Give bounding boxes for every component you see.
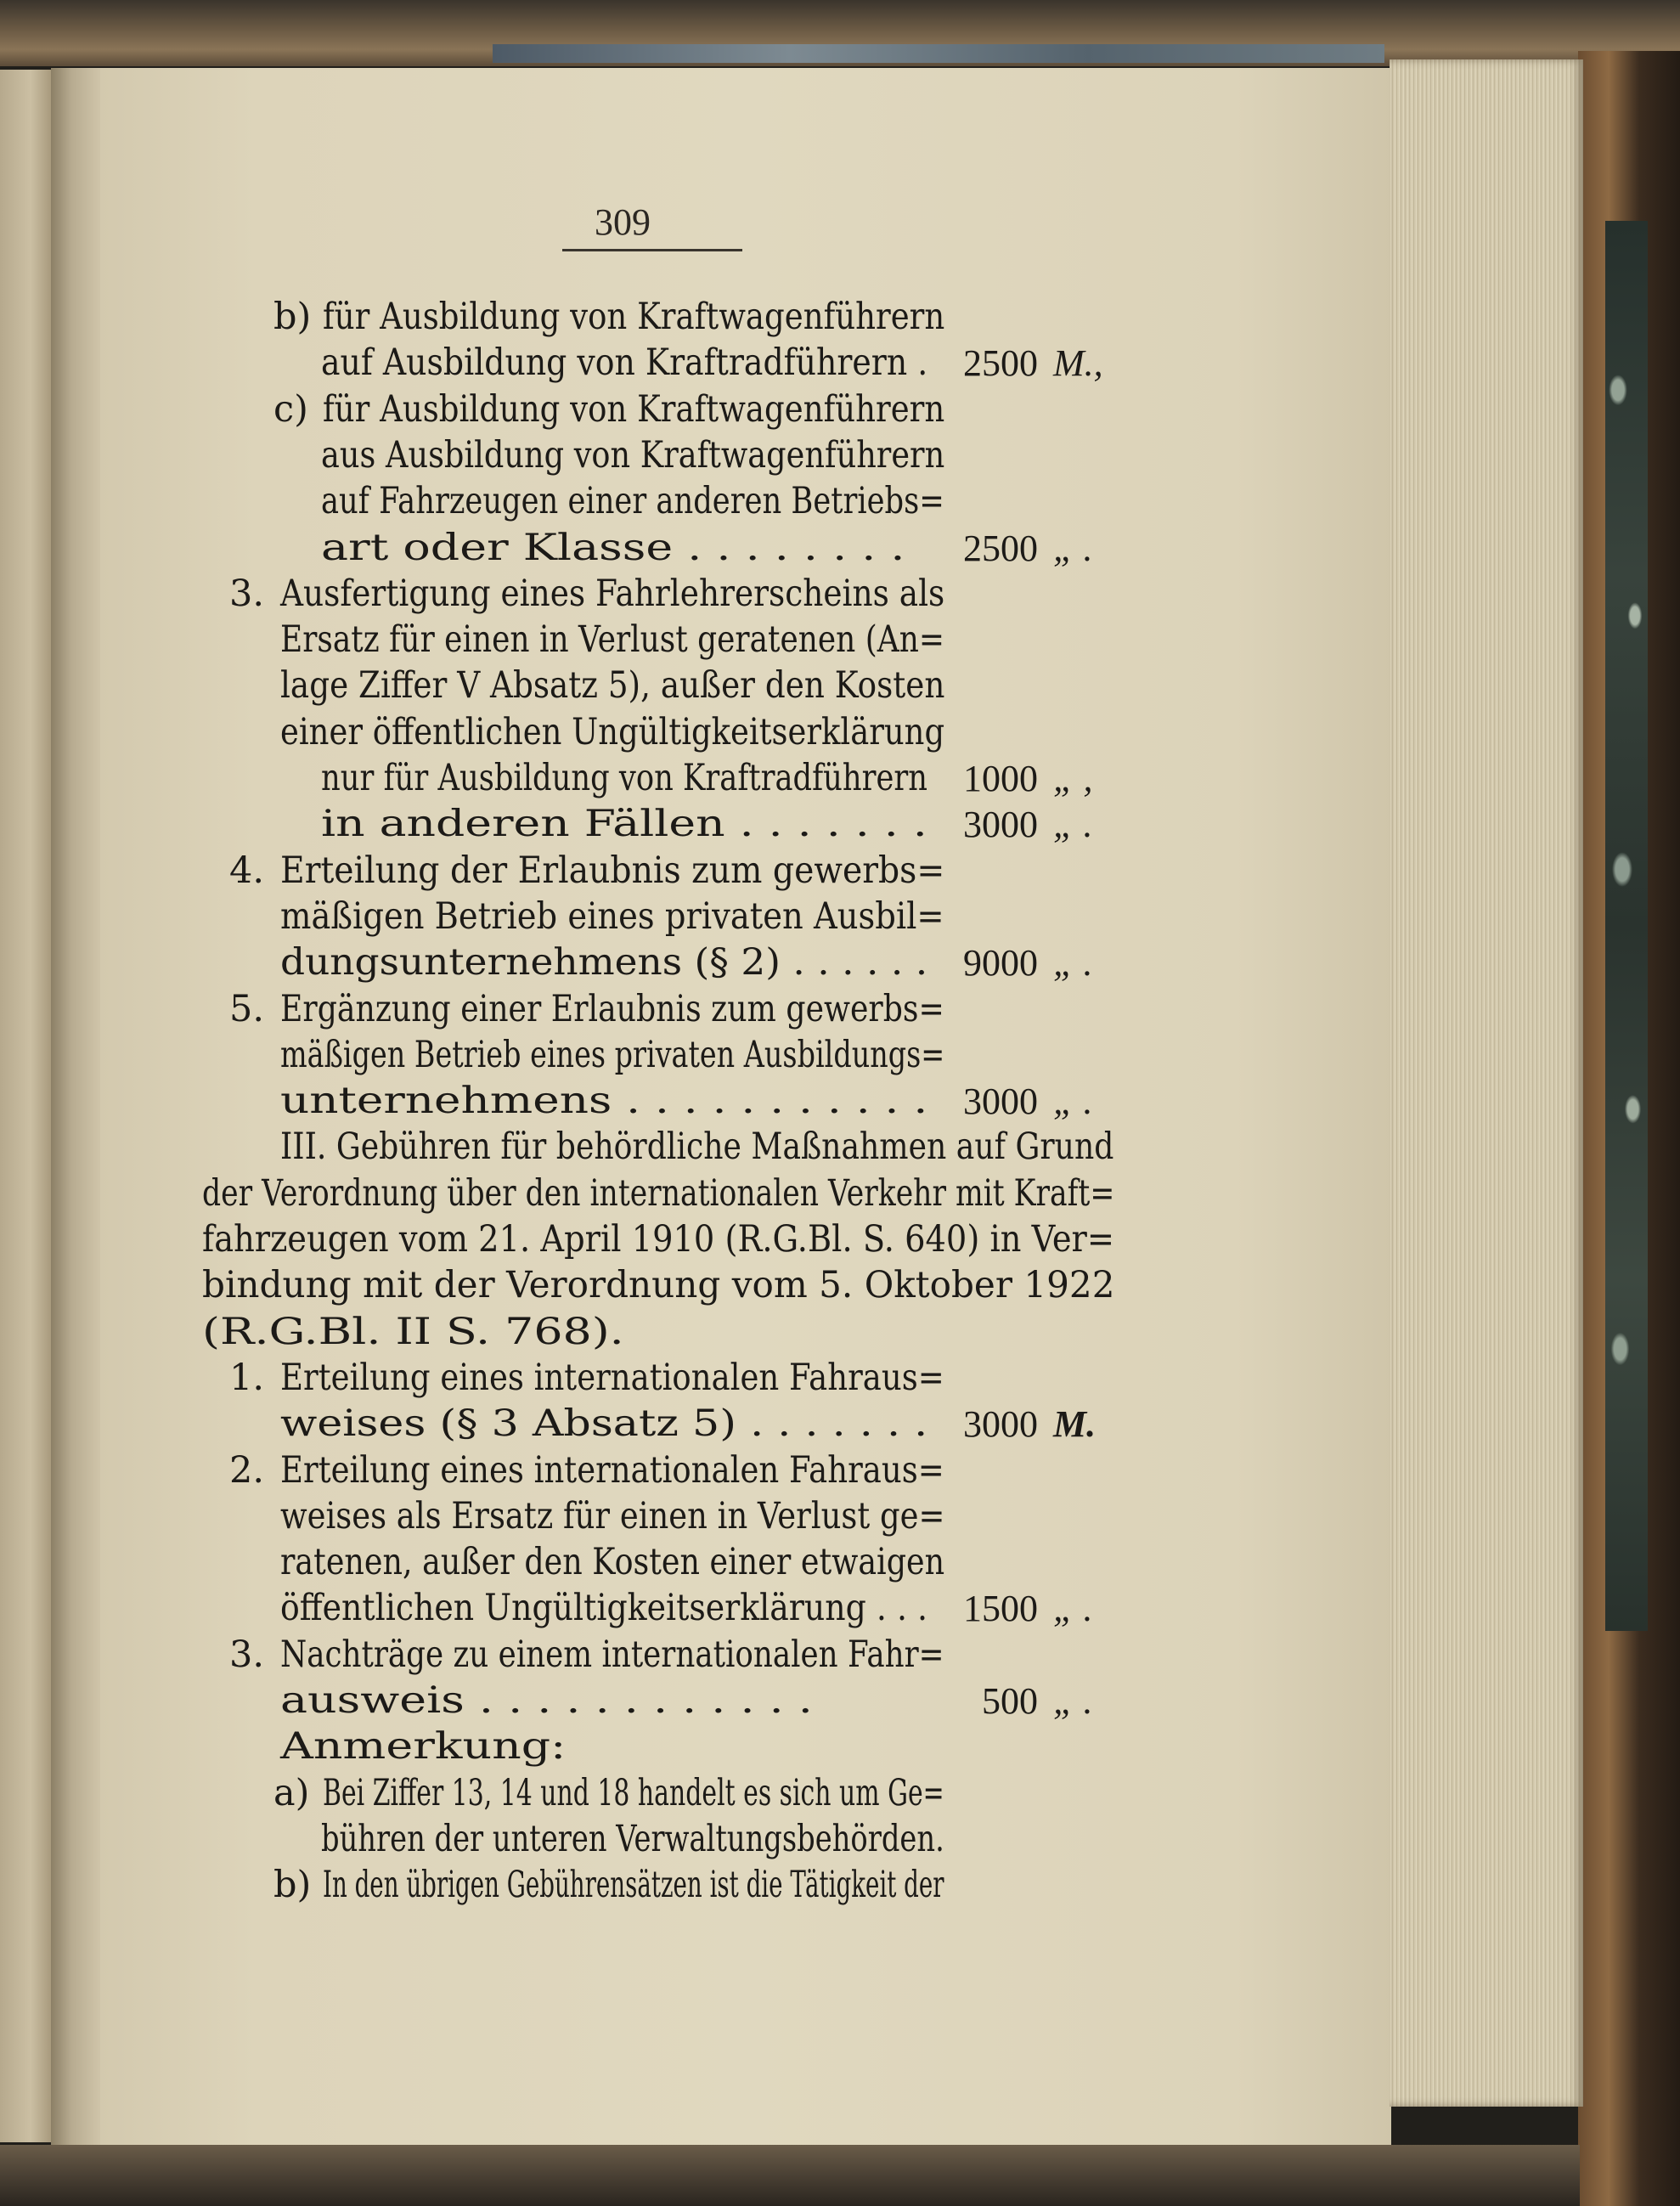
fee-amount: 3000 xyxy=(963,1403,1038,1446)
text-line: auf Ausbildung von Kraftradführern . xyxy=(321,341,928,385)
text-line: weises als Ersatz für einen in Verlust ge= xyxy=(280,1494,945,1537)
fee-unit: M. xyxy=(1053,1403,1097,1446)
fee-amount: 2500 xyxy=(963,342,1038,385)
text-line: weises (§ 3 Absatz 5) . . . . . . . xyxy=(280,1402,928,1446)
text-line: mäßigen Betrieb eines privaten Ausbil= xyxy=(280,894,944,938)
fee-amount: 1500 xyxy=(963,1588,1038,1630)
item-marker: a) xyxy=(273,1771,310,1814)
text-line: für Ausbildung von Kraftwagenführern xyxy=(323,296,945,338)
fee-unit: „ . xyxy=(1053,1680,1093,1722)
text-line: öffentlichen Ungültigkeitserklärung . . . xyxy=(280,1587,928,1630)
fee-unit: „ . xyxy=(1053,527,1093,569)
text-line: Erteilung eines internationalen Fahraus= xyxy=(280,1356,944,1399)
text-line: Ausfertigung eines Fahrlehrerscheins als xyxy=(280,572,945,615)
text-line: in anderen Fällen . . . . . . . xyxy=(321,803,927,846)
book-gutter xyxy=(51,68,102,2149)
text-line: für Ausbildung von Kraftwagenführern xyxy=(323,387,945,431)
text-line: einer öffentlichen Ungültigkeitserklärung xyxy=(280,710,945,753)
fee-unit: M., xyxy=(1053,342,1103,385)
item-marker: b) xyxy=(273,296,312,338)
facing-page-edge xyxy=(0,70,51,2142)
text-line: der Verordnung über den internationalen Verkehr mit Kraft= xyxy=(202,1171,1115,1215)
item-marker: 3. xyxy=(229,1633,265,1676)
text-line: Erteilung der Erlaubnis zum gewerbs= xyxy=(280,849,945,892)
fee-unit: „ , xyxy=(1053,758,1093,799)
item-marker: 5. xyxy=(229,987,265,1030)
text-line: III. Gebühren für behördliche Maßnahmen auf Grund xyxy=(280,1126,1114,1169)
page-number-rule xyxy=(562,249,742,251)
text-line: auf Fahrzeugen einer anderen Betriebs= xyxy=(321,480,944,523)
book-cover-headband xyxy=(493,44,1384,63)
text-line: Erteilung eines internationalen Fahraus= xyxy=(280,1448,944,1492)
text-line: Anmerkung: xyxy=(280,1725,567,1769)
text-line: fahrzeugen vom 21. April 1910 (R.G.Bl. S. 640) in Ver= xyxy=(202,1218,1115,1261)
text-line: (R.G.Bl. II S. 768). xyxy=(202,1310,624,1353)
page-bottom-shadow xyxy=(0,2145,1580,2206)
fee-amount: 9000 xyxy=(963,942,1038,985)
text-line: dungsunternehmens (§ 2) . . . . . . xyxy=(280,941,928,985)
item-marker: 4. xyxy=(229,849,265,892)
text-line: Ergänzung einer Erlaubnis zum gewerbs= xyxy=(280,987,944,1030)
text-line: bühren der unteren Verwaltungsbehörden. xyxy=(321,1817,944,1860)
item-marker: b) xyxy=(273,1864,312,1907)
text-line: ratenen, außer den Kosten einer etwaigen xyxy=(280,1541,945,1584)
text-line: lage Ziffer V Absatz 5), außer den Kosten xyxy=(280,664,945,708)
fee-amount: 500 xyxy=(982,1680,1038,1722)
page-stack-edges xyxy=(1390,59,1583,2107)
item-marker: 1. xyxy=(229,1356,265,1399)
text-line: unternehmens . . . . . . . . . . . xyxy=(280,1080,928,1123)
text-line: Bei Ziffer 13, 14 und 18 handelt es sich um Ge= xyxy=(323,1771,944,1814)
item-marker: 3. xyxy=(229,572,265,615)
text-line: Nachträge zu einem internationalen Fahr= xyxy=(280,1633,944,1676)
fee-unit: „ . xyxy=(1053,942,1093,985)
fee-unit: „ . xyxy=(1053,804,1093,846)
text-line: bindung mit der Verordnung vom 5. Oktober 1922 xyxy=(202,1264,1115,1307)
text-line: nur für Ausbildung von Kraftradführern xyxy=(321,757,928,799)
fee-amount: 3000 xyxy=(963,1080,1038,1123)
text-line: mäßigen Betrieb eines privaten Ausbildungs= xyxy=(280,1033,945,1076)
text-line: art oder Klasse . . . . . . . . xyxy=(321,526,905,569)
page-number: 309 xyxy=(595,201,651,243)
item-marker: 2. xyxy=(229,1448,265,1492)
text-line: Ersatz für einen in Verlust geratenen (An= xyxy=(280,618,945,662)
text-line: In den übrigen Gebührensätzen ist die Tätigkeit der xyxy=(323,1864,944,1907)
text-line: aus Ausbildung von Kraftwagenführern xyxy=(321,433,945,477)
fee-amount: 3000 xyxy=(963,804,1038,846)
marbled-edge xyxy=(1605,221,1648,1631)
fee-amount: 2500 xyxy=(963,527,1038,569)
text-line: ausweis . . . . . . . . . . . . xyxy=(280,1679,813,1722)
fee-unit: „ . xyxy=(1053,1080,1093,1123)
item-marker: c) xyxy=(273,387,308,431)
fee-unit: „ . xyxy=(1053,1588,1093,1630)
fee-amount: 1000 xyxy=(963,758,1038,799)
